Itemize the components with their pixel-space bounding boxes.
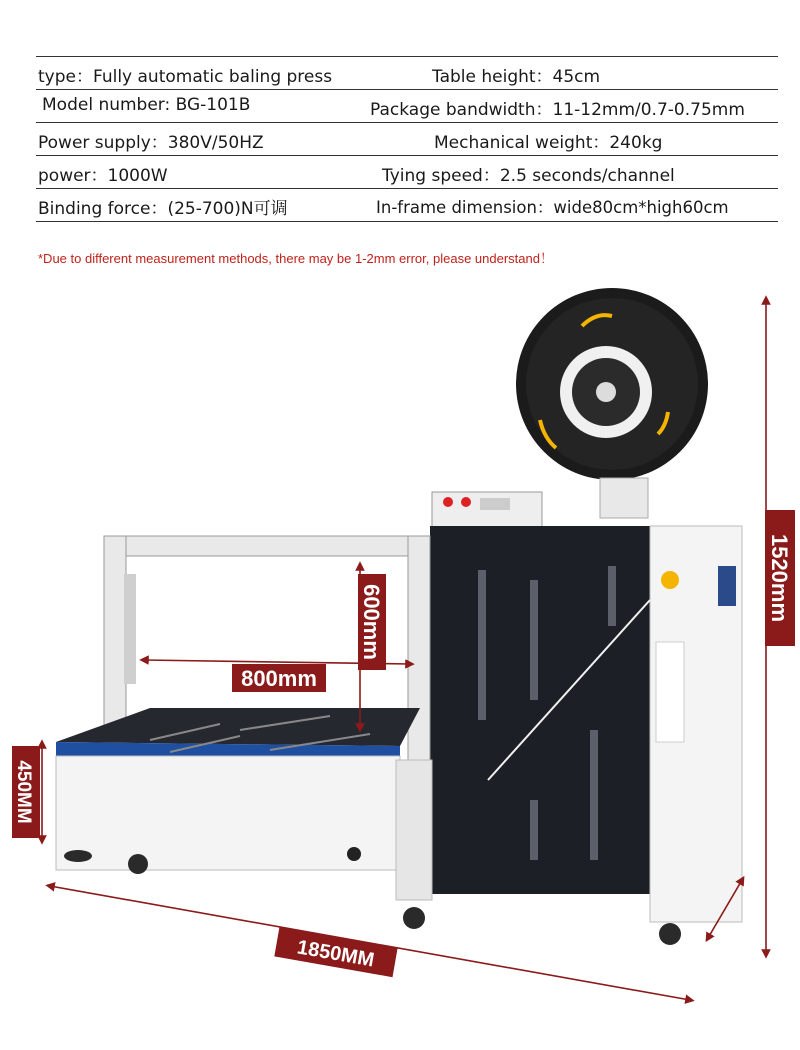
spec-power-supply: Power supply：380V/50HZ: [38, 133, 264, 153]
spec-in-frame-dimension: In-frame dimension：wide80cm*high60cm: [376, 198, 729, 217]
spec-mechanical-weight: Mechanical weight：240kg: [434, 133, 663, 153]
control-panel: [430, 526, 650, 894]
work-table: [56, 708, 432, 900]
dim-800: [232, 664, 326, 692]
dim-height-label: 600mm: [359, 584, 384, 660]
spec-binding-force: Binding force：(25-700)N可调: [38, 199, 288, 219]
spec-row: [36, 188, 778, 222]
spec-row: [36, 155, 778, 188]
dim-length-label: 1850MM: [295, 936, 376, 972]
dim-1850: [274, 927, 397, 977]
dim-width-label: 800mm: [241, 666, 317, 691]
dim-1520: [765, 510, 795, 646]
dim-600: [358, 574, 386, 670]
spec-row: [36, 56, 778, 89]
spec-row: [36, 122, 778, 155]
strap-reel: [516, 288, 708, 480]
spec-model-number: Model number: BG-101B: [42, 95, 251, 115]
spec-package-bandwidth: Package bandwidth：11-12mm/0.7-0.75mm: [370, 100, 745, 120]
dim-total-height-label: 1520mm: [767, 533, 792, 623]
machine-illustration: [0, 280, 800, 1050]
measurement-note: *Due to different measurement methods, there may be 1-2mm error, please understand！: [38, 251, 553, 266]
spec-table: [36, 56, 778, 222]
dim-450: [12, 746, 40, 838]
spec-table-height: Table height：45cm: [432, 67, 601, 87]
spec-power: power：1000W: [38, 166, 168, 186]
spec-row: [36, 89, 778, 122]
dim-table-height-label: 450MM: [13, 760, 34, 824]
spec-tying-speed: Tying speed：2.5 seconds/channel: [382, 166, 675, 186]
spec-type: type：Fully automatic baling press: [38, 67, 333, 87]
